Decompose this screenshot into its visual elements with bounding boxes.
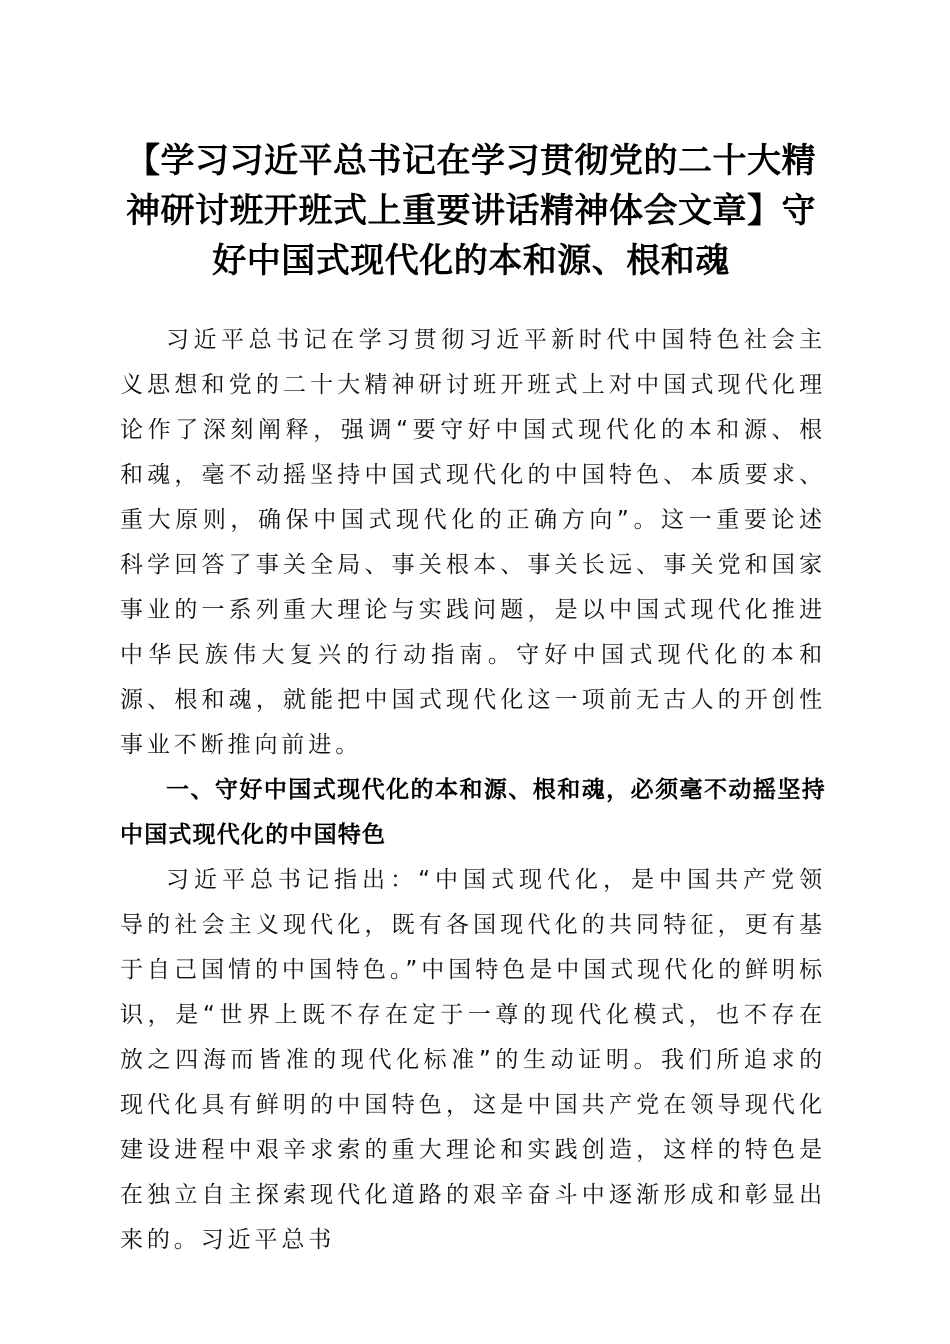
section-paragraph: 习近平总书记指出：“中国式现代化，是中国共产党领导的社会主义现代化，既有各国现代化的共同特征，更有基于自己国情的中国特色。”中国特色是中国式现代化的鲜明标识，是“世界上既不存在定于一尊的现代化模式，也不存在放之四海而皆准的现代化标准”的生动证明。我们所追求的现代化具有鲜明的中国特色，这是中国共产党在领导现代化建设进程中艰辛求索的重大理论和实践创造，这样的特色是在独立自主探索现代化道路的艰辛奋斗中逐渐形成和彰显出来的。习近平总书 [120,867,826,1253]
document-title: 【学习习近平总书记在学习贯彻党的二十大精神研讨班开班式上重要讲话精神体会文章】守好中国式现代化的本和源、根和魂 [126,141,816,281]
document-body [120,318,826,1263]
intro-paragraph: 习近平总书记在学习贯彻习近平新时代中国特色社会主义思想和党的二十大精神研讨班开班式上对中国式现代化理论作了深刻阐释，强调“要守好中国式现代化的本和源、根和魂，毫不动摇坚持中国式现代化的中国特色、本质要求、重大原则，确保中国式现代化的正确方向”。这一重要论述科学回答了事关全局、事关根本、事关长远、事关党和国家事业的一系列重大理论与实践问题，是以中国式现代化推进中华民族伟大复兴的行动指南。守好中国式现代化的本和源、根和魂，就能把中国式现代化这一项前无古人的开创性事业不断推向前进。 [120,327,826,758]
section-heading: 一、守好中国式现代化的本和源、根和魂，必须毫不动摇坚持中国式现代化的中国特色 [120,777,826,848]
